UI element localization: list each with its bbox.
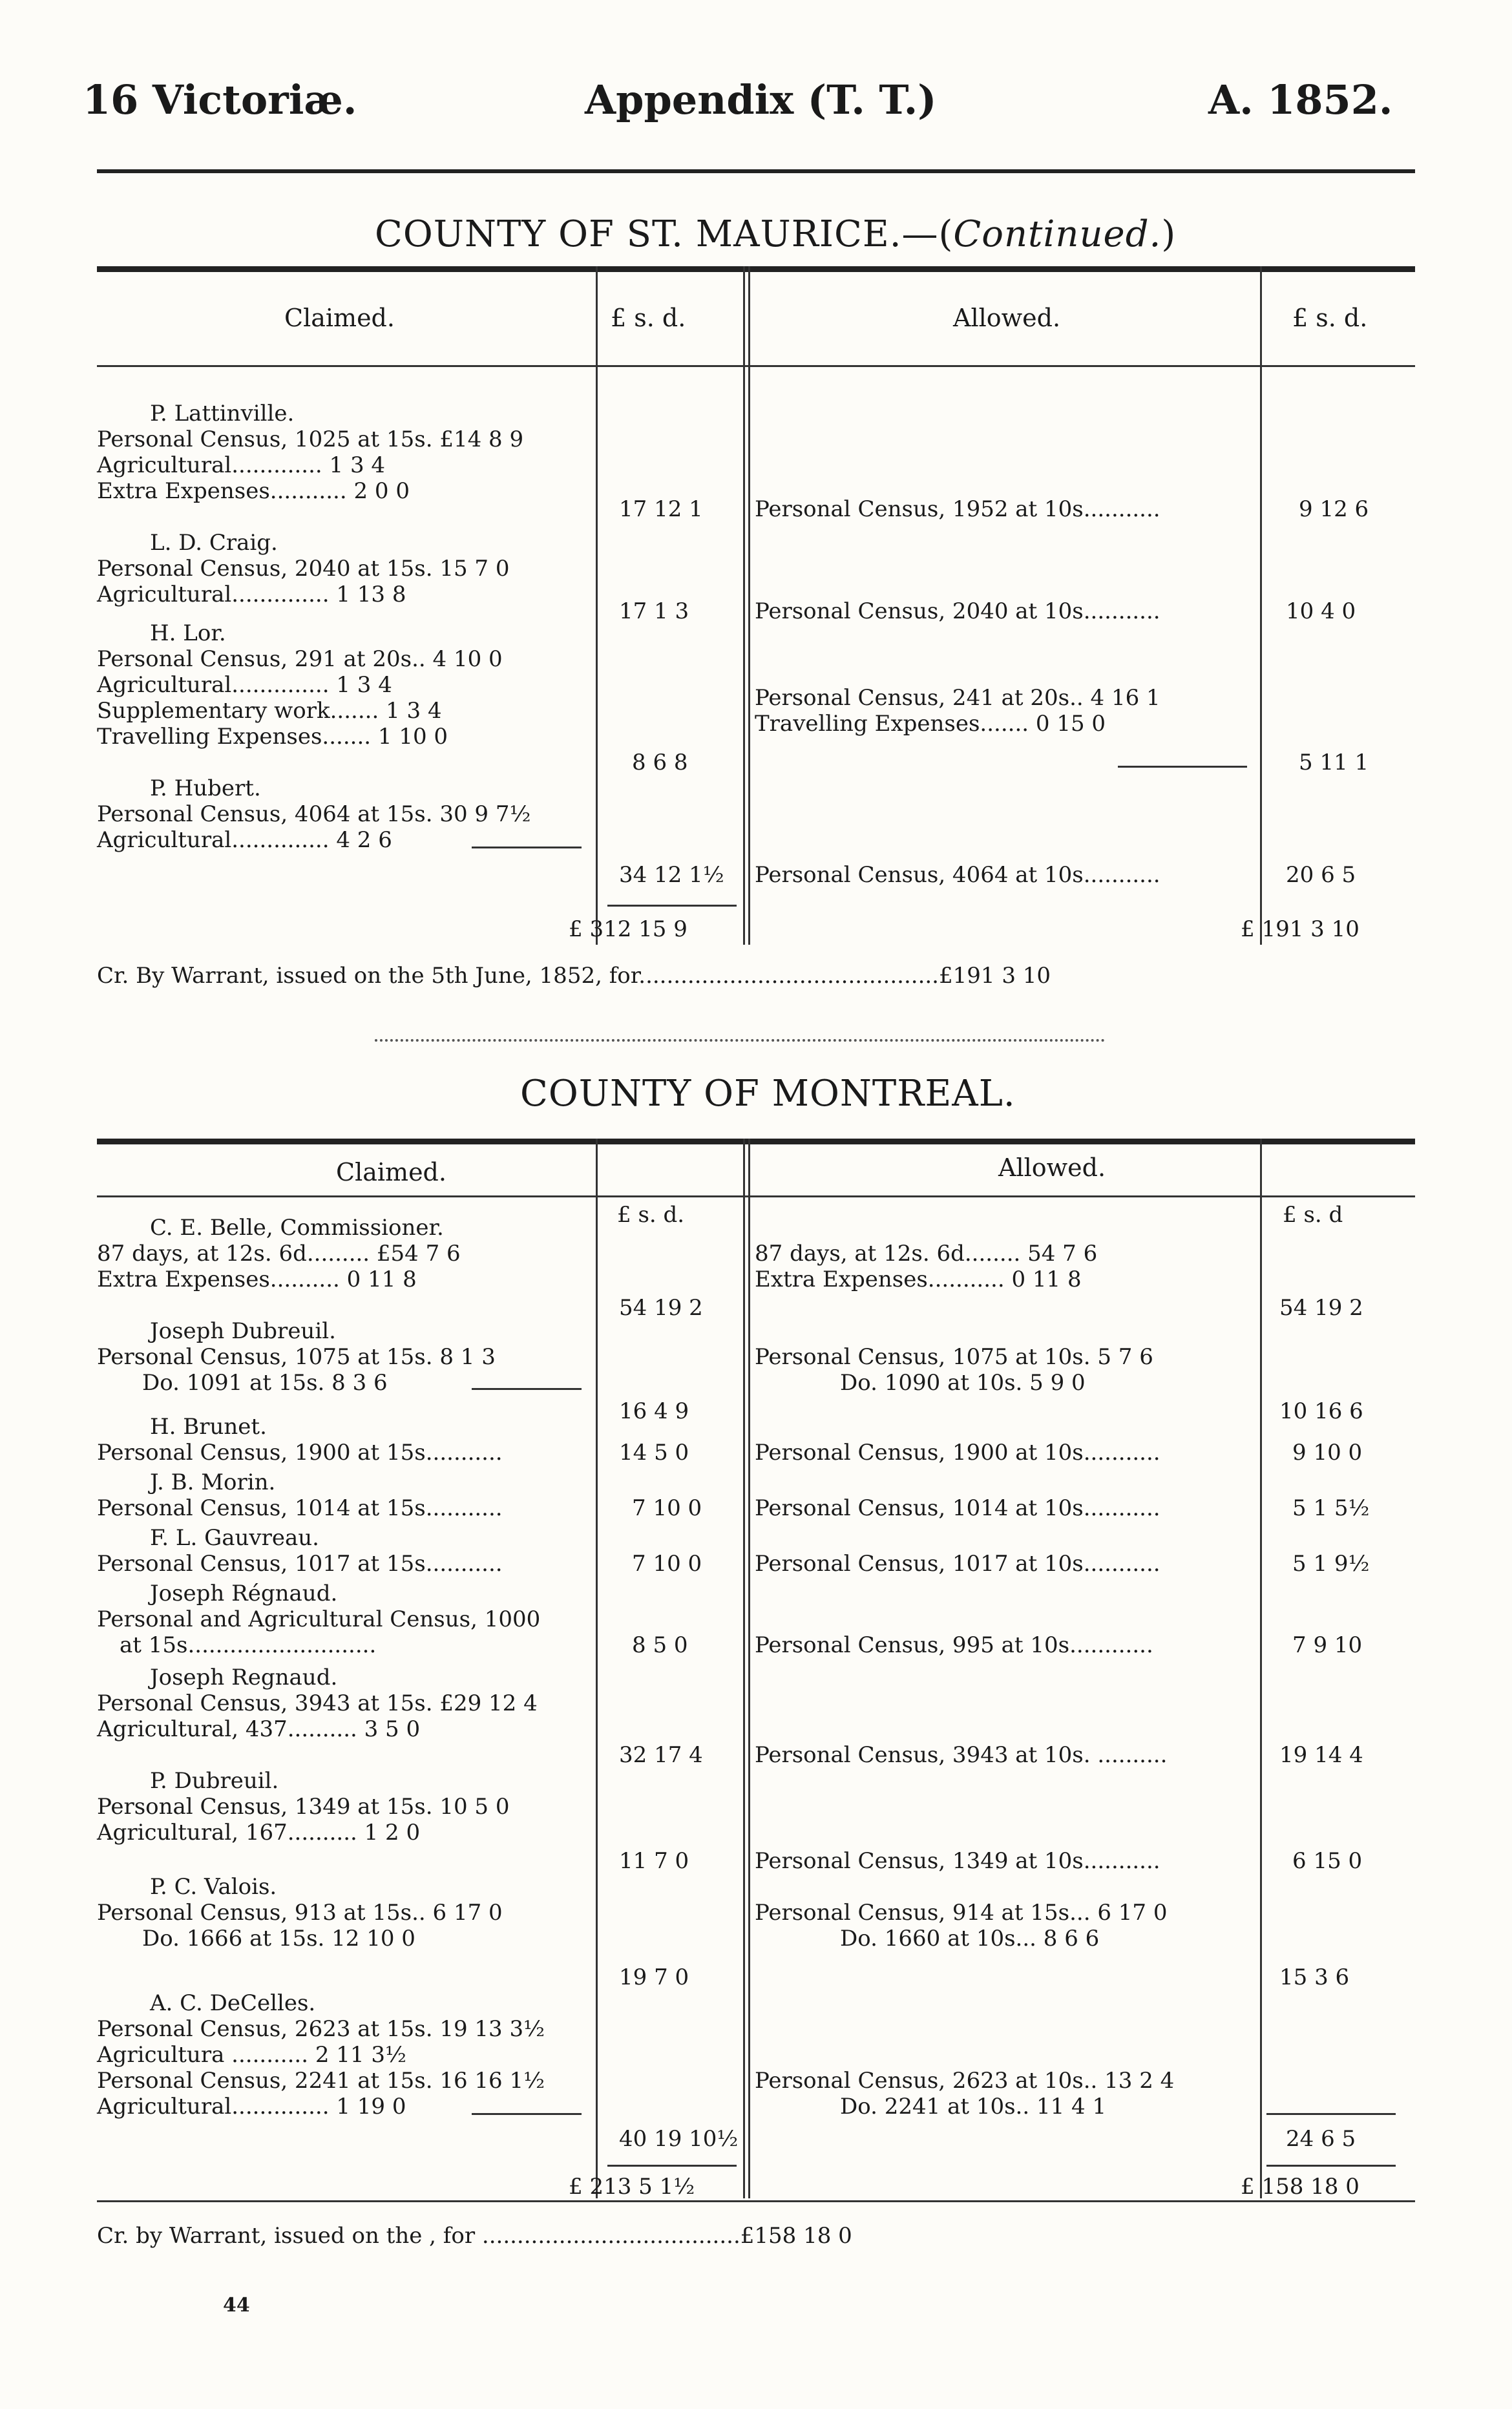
- st-maurice-col-divider-2: [743, 266, 745, 945]
- table-line: Personal Census, 1017 at 10s...........: [755, 1551, 1160, 1577]
- header-center: Appendix (T. T.): [585, 76, 937, 123]
- table-line: 9 12 6: [1299, 496, 1369, 522]
- st-maurice-total-rule: [607, 905, 737, 907]
- table-line: J. B. Morin.: [150, 1469, 276, 1495]
- table-line: 32 17 4: [619, 1742, 703, 1768]
- montreal-col-divider-3: [748, 1139, 750, 2198]
- table-line: Joseph Dubreuil.: [150, 1318, 336, 1344]
- table-line: 40 19 10½: [619, 2126, 739, 2152]
- table-line: 8 6 8: [632, 750, 688, 775]
- table-line: 24 6 5: [1286, 2126, 1356, 2152]
- st-maurice-col-divider-3: [748, 266, 750, 945]
- table-line: 8 5 0: [632, 1632, 688, 1658]
- table-line: H. Brunet.: [150, 1414, 267, 1440]
- table-line: Travelling Expenses....... 0 15 0: [755, 711, 1106, 737]
- table-line: 54 19 2: [1279, 1295, 1363, 1321]
- table-line: Agricultural............. 1 3 4: [97, 452, 386, 478]
- st-maurice-subtotal-rule-2: [1118, 766, 1247, 768]
- table-line: 11 7 0: [619, 1848, 689, 1874]
- section-title-st-maurice: COUNTY OF ST. MAURICE.—(Continued.): [375, 213, 1177, 255]
- table-line: £ s. d: [1283, 1202, 1343, 1228]
- table-line: Personal Census, 1349 at 15s. 10 5 0: [97, 1794, 510, 1820]
- table-line: Personal Census, 3943 at 10s. ..........: [755, 1742, 1168, 1768]
- table-line: 87 days, at 12s. 6d......... £54 7 6: [97, 1241, 461, 1267]
- table-line: Personal Census, 4064 at 10s...........: [755, 862, 1160, 888]
- montreal-subtotal-rule-3: [1266, 2113, 1396, 2115]
- table-line: £ 191 3 10: [1241, 916, 1360, 942]
- montreal-total-rule-left: [607, 2165, 737, 2167]
- table-line: Personal Census, 1349 at 10s...........: [755, 1848, 1160, 1874]
- table-line: 54 19 2: [619, 1295, 703, 1321]
- table-line: Personal Census, 1075 at 15s. 8 1 3: [97, 1344, 496, 1370]
- table-line: Personal Census, 914 at 15s... 6 17 0: [755, 1900, 1168, 1926]
- montreal-claimed-header: Claimed.: [336, 1158, 446, 1186]
- table-line: 34 12 1½: [619, 862, 724, 888]
- table-line: 6 15 0: [1292, 1848, 1363, 1874]
- table-line: Joseph Regnaud.: [150, 1665, 338, 1690]
- table-line: Do. 1090 at 10s. 5 9 0: [840, 1370, 1086, 1396]
- table-line: 7 10 0: [632, 1551, 702, 1577]
- montreal-bottom-rule: [97, 2200, 1415, 2202]
- st-maurice-lsd-header-left: £ s. d.: [611, 304, 686, 332]
- st-maurice-lsd-header-right: £ s. d.: [1292, 304, 1368, 332]
- header-rule: [97, 169, 1415, 173]
- table-line: Agricultural, 167.......... 1 2 0: [97, 1820, 421, 1846]
- montreal-col-divider-2: [743, 1139, 745, 2198]
- st-maurice-claimed-header: Claimed.: [284, 304, 395, 332]
- table-line: Do. 1091 at 15s. 8 3 6: [142, 1370, 388, 1396]
- table-line: Personal Census, 913 at 15s.. 6 17 0: [97, 1900, 503, 1926]
- table-line: Personal Census, 2623 at 15s. 19 13 3½: [97, 2016, 545, 2042]
- table-line: 20 6 5: [1286, 862, 1356, 888]
- st-maurice-col-divider-4: [1260, 266, 1262, 945]
- table-line: Personal Census, 1900 at 10s...........: [755, 1440, 1160, 1466]
- montreal-subtotal-rule-1: [472, 1388, 582, 1390]
- montreal-col-divider-1: [596, 1139, 598, 2198]
- table-line: Travelling Expenses....... 1 10 0: [97, 724, 448, 750]
- st-maurice-subtotal-rule-1: [472, 847, 582, 848]
- table-line: 5 1 5½: [1292, 1495, 1370, 1521]
- table-line: Agricultural.............. 1 13 8: [97, 582, 406, 607]
- table-line: Personal Census, 241 at 20s.. 4 16 1: [755, 685, 1160, 711]
- table-line: Personal Census, 1025 at 15s. £14 8 9: [97, 426, 524, 452]
- table-line: P. C. Valois.: [150, 1874, 277, 1900]
- header-right: A. 1852.: [1208, 76, 1393, 123]
- table-line: Personal Census, 3943 at 15s. £29 12 4: [97, 1690, 538, 1716]
- table-line: 19 7 0: [619, 1964, 689, 1990]
- table-line: 10 4 0: [1286, 598, 1356, 624]
- table-line: Personal Census, 1952 at 10s...........: [755, 496, 1160, 522]
- table-line: Personal Census, 1075 at 10s. 5 7 6: [755, 1344, 1153, 1370]
- table-line: Extra Expenses........... 0 11 8: [755, 1267, 1082, 1292]
- table-line: 14 5 0: [619, 1440, 689, 1466]
- table-line: Personal Census, 2040 at 10s...........: [755, 598, 1160, 624]
- montreal-top-rule: [97, 1139, 1415, 1144]
- table-line: 15 3 6: [1279, 1964, 1350, 1990]
- st-maurice-allowed-header: Allowed.: [953, 304, 1061, 332]
- table-line: £ 158 18 0: [1241, 2174, 1360, 2200]
- table-line: Do. 1660 at 10s... 8 6 6: [840, 1926, 1100, 1951]
- table-line: Do. 1666 at 15s. 12 10 0: [142, 1926, 415, 1951]
- table-line: Personal Census, 4064 at 15s. 30 9 7½: [97, 801, 531, 827]
- st-maurice-header-rule: [97, 365, 1415, 367]
- table-line: Cr. By Warrant, issued on the 5th June, 1852, for...........................................£191 3 10: [97, 963, 1051, 989]
- table-line: Agricultural.............. 4 2 6: [97, 827, 392, 853]
- montreal-col-divider-4: [1260, 1139, 1262, 2198]
- table-line: 5 11 1: [1299, 750, 1369, 775]
- table-line: P. Dubreuil.: [150, 1768, 279, 1794]
- table-line: Personal Census, 2040 at 15s. 15 7 0: [97, 556, 510, 582]
- table-line: P. Lattinville.: [150, 401, 295, 426]
- section-title-montreal: COUNTY OF MONTREAL.: [520, 1073, 1016, 1115]
- table-line: Supplementary work....... 1 3 4: [97, 698, 442, 724]
- st-maurice-top-rule: [97, 266, 1415, 272]
- header-left: 16 Victoriæ.: [83, 76, 357, 123]
- table-line: C. E. Belle, Commissioner.: [150, 1215, 444, 1241]
- table-line: Personal Census, 1014 at 15s...........: [97, 1495, 503, 1521]
- table-line: Personal Census, 995 at 10s............: [755, 1632, 1153, 1658]
- table-line: 7 9 10: [1292, 1632, 1363, 1658]
- st-maurice-col-divider-1: [596, 266, 598, 945]
- table-line: F. L. Gauvreau.: [150, 1525, 319, 1551]
- table-line: P. Hubert.: [150, 775, 261, 801]
- table-line: 87 days, at 12s. 6d........ 54 7 6: [755, 1241, 1098, 1267]
- table-line: Personal Census, 1900 at 15s...........: [97, 1440, 503, 1466]
- table-line: Agricultural.............. 1 3 4: [97, 672, 392, 698]
- table-line: Personal Census, 2623 at 10s.. 13 2 4: [755, 2068, 1175, 2094]
- section-separator: [375, 1039, 1105, 1042]
- montreal-allowed-header: Allowed.: [998, 1153, 1106, 1182]
- table-line: Agricultural.............. 1 19 0: [97, 2094, 406, 2120]
- table-line: Personal Census, 291 at 20s.. 4 10 0: [97, 646, 503, 672]
- table-line: 5 1 9½: [1292, 1551, 1370, 1577]
- table-line: A. C. DeCelles.: [150, 1990, 316, 2016]
- table-line: Cr. by Warrant, issued on the , for .....................................£158 18 0: [97, 2223, 852, 2249]
- table-line: Agricultural, 437.......... 3 5 0: [97, 1716, 421, 1742]
- table-line: 17 1 3: [619, 598, 689, 624]
- table-line: 17 12 1: [619, 496, 703, 522]
- table-line: 9 10 0: [1292, 1440, 1363, 1466]
- table-line: 7 10 0: [632, 1495, 702, 1521]
- table-line: £ s. d.: [617, 1202, 685, 1228]
- table-line: Extra Expenses........... 2 0 0: [97, 478, 410, 504]
- table-line: £ 312 15 9: [569, 916, 688, 942]
- table-line: 16 4 9: [619, 1398, 689, 1424]
- table-line: L. D. Craig.: [150, 530, 278, 556]
- table-line: 10 16 6: [1279, 1398, 1363, 1424]
- table-line: 19 14 4: [1279, 1742, 1363, 1768]
- montreal-subtotal-rule-2: [472, 2113, 582, 2115]
- table-line: Agricultura ........... 2 11 3½: [97, 2042, 406, 2068]
- table-line: Extra Expenses.......... 0 11 8: [97, 1267, 417, 1292]
- montreal-header-rule: [97, 1195, 1415, 1197]
- table-line: Personal Census, 2241 at 15s. 16 16 1½: [97, 2068, 545, 2094]
- table-line: Personal and Agricultural Census, 1000: [97, 1606, 541, 1632]
- table-line: at 15s...........................: [120, 1632, 377, 1658]
- table-line: £ 213 5 1½: [569, 2174, 695, 2200]
- montreal-total-rule-right: [1266, 2165, 1396, 2167]
- table-line: Do. 2241 at 10s.. 11 4 1: [840, 2094, 1107, 2120]
- page-number: 44: [223, 2294, 250, 2317]
- table-line: Joseph Régnaud.: [150, 1581, 338, 1606]
- table-line: H. Lor.: [150, 620, 226, 646]
- table-line: Personal Census, 1017 at 15s...........: [97, 1551, 503, 1577]
- table-line: Personal Census, 1014 at 10s...........: [755, 1495, 1160, 1521]
